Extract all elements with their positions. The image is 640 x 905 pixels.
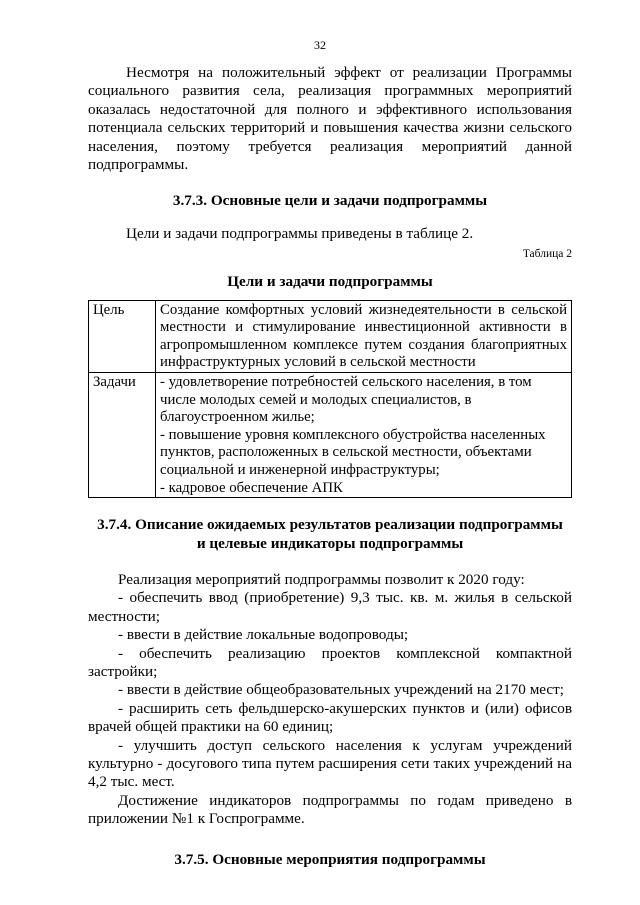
section-heading-3-7-4-line1: 3.7.4. Описание ожидаемых результатов реализации подпрограммы xyxy=(97,516,563,534)
results-list xyxy=(88,571,572,829)
result-item: - обеспечить реализацию проектов комплексной компактной застройки; xyxy=(88,644,572,681)
results-lead: Реализация мероприятий подпрограммы позволит к 2020 году: xyxy=(118,571,525,588)
table-row-goal xyxy=(89,300,572,372)
tasks-cell xyxy=(156,373,572,498)
results-closing: Достижение индикаторов подпрограммы по годам приведено в приложении №1 к Госпрограмме. xyxy=(88,791,572,828)
table-label: Таблица 2 xyxy=(522,248,572,261)
page-number: 32 xyxy=(314,38,326,52)
task-item: - удовлетворение потребностей сельского населения, в том числе молодых семей и молодых специалистов, в благоустроенном жилье; xyxy=(160,374,532,426)
result-item: - расширить сеть фельдшерско-акушерских пунктов и (или) офисов врачей общей практики на 60 единиц; xyxy=(88,699,572,736)
tasks-label-cell: Задачи xyxy=(89,373,156,498)
table-row-tasks xyxy=(89,373,572,498)
goal-text-cell: Создание комфортных условий жизнедеятельности в сельской местности и стимулирование инвестиционной активности в агропромышленном комплексе путем создания благоприятных инфраструктурных условий в сельской местности xyxy=(156,300,572,372)
section-heading-3-7-4-line2: и целевые индикаторы подпрограммы xyxy=(196,534,464,552)
result-item: - обеспечить ввод (приобретение) 9,3 тыс. кв. м. жилья в сельской местности; xyxy=(88,589,572,625)
task-item: - кадровое обеспечение АПК xyxy=(160,479,343,496)
result-item: - ввести в действие общеобразовательных учреждений на 2170 мест; xyxy=(118,681,565,699)
result-item: - ввести в действие локальные водопроводы; xyxy=(118,626,409,644)
task-item: - повышение уровня комплексного обустройства населенных пунктов, расположенных в сельской местности, объектами социальной и инженерной инфраструктуры; xyxy=(160,426,546,478)
section-heading-3-7-5: 3.7.5. Основные мероприятия подпрограммы xyxy=(174,850,486,868)
goals-tasks-table xyxy=(88,300,572,499)
goal-label-cell: Цель xyxy=(89,300,156,372)
result-item: - улучшить доступ сельского населения к услугам учреждений культурно - досугового типа путем расширения сети таких учреждений на 4,2 тыс. мест. xyxy=(88,736,572,791)
intro-paragraph: Несмотря на положительный эффект от реализации Программы социального развития села, реализация программных мероприятий оказалась недостаточной для полного и эффективного использования потенциала сельских территорий и повышения качества жизни сельского населения, поэтому требуется реализация мероприятий данной подпрограммы. xyxy=(88,64,572,174)
section-heading-3-7-3: 3.7.3. Основные цели и задачи подпрограммы xyxy=(172,192,488,210)
section-heading-3-7-4 xyxy=(88,516,572,553)
page-content xyxy=(88,64,572,869)
table-reference-text: Цели и задачи подпрограммы приведены в таблице 2. xyxy=(126,224,474,242)
table-title: Цели и задачи подпрограммы xyxy=(227,273,433,291)
